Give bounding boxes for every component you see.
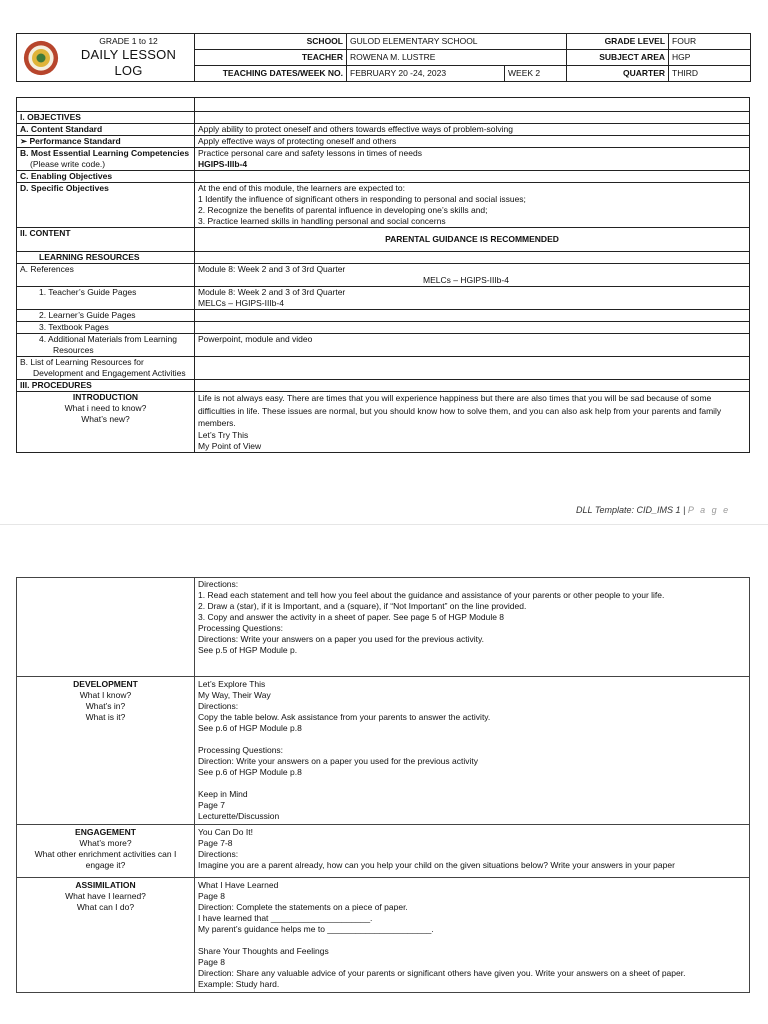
empty-cell	[195, 171, 750, 183]
engagement-label: ENGAGEMENT	[75, 827, 136, 837]
assimilation-line: My parent’s guidance helps me to ______________________.	[198, 924, 434, 934]
development-line	[198, 778, 746, 789]
doc-title-line2: LOG	[114, 63, 143, 78]
school-value: GULOD ELEMENTARY SCHOOL	[347, 34, 567, 50]
melc-label: B. Most Essential Learning Competencies	[20, 148, 190, 158]
empty-cell	[195, 357, 750, 380]
development-line: My Way, Their Way	[198, 690, 271, 700]
development-line: See p.6 of HGP Module p.8	[198, 723, 302, 733]
assimilation-label-cell	[17, 878, 195, 993]
doc-title-line1: DAILY LESSON	[80, 47, 177, 62]
teachers-guide-line: Module 8: Week 2 and 3 of 3rd Quarter	[198, 287, 346, 297]
assimilation-line: I have learned that _____________________.	[198, 913, 373, 923]
list-of-resources-label: B. List of Learning Resources for Development and Engagement Activities	[17, 357, 195, 380]
week-value: WEEK 2	[505, 66, 567, 82]
assimilation-label: ASSIMILATION	[75, 880, 136, 890]
empty-cell	[195, 252, 750, 264]
introduction-paragraph: Life is not always easy. There are times that you will experience happiness but there are also times that you will be sad because of some difficulties in life. These issues are normal, but you should know how to solve them, and you can also ask help from your parents and family members.	[198, 393, 722, 428]
school-seal-icon	[23, 40, 59, 76]
textbook-pages-label: 3. Textbook Pages	[17, 322, 195, 334]
assimilation-question: What have I learned?	[65, 891, 146, 901]
page-2	[0, 524, 768, 1024]
development-question: What I know?	[79, 690, 132, 700]
intro-cont-line: 3. Copy and answer the activity in a sheet of paper. See page 5 of HGP Module 8	[198, 612, 505, 622]
development-line: Processing Questions:	[198, 745, 284, 755]
grade-level-label: GRADE LEVEL	[567, 34, 669, 50]
specific-line: 2. Recognize the benefits of parental influence in developing one’s skills and;	[198, 205, 488, 215]
development-line: Directions:	[198, 701, 239, 711]
references-line: MELCs – HGIPS-IIIb-4	[423, 275, 509, 285]
content-standard-label: A. Content Standard	[17, 124, 195, 136]
melc-code: HGIPS-IIIb-4	[198, 159, 248, 169]
development-cell	[195, 677, 750, 825]
intro-cont-line: Directions:	[198, 579, 239, 589]
specific-objectives-label: D. Specific Objectives	[17, 183, 195, 228]
learning-resources-heading: LEARNING RESOURCES	[17, 252, 195, 264]
teacher-value: ROWENA M. LUSTRE	[347, 50, 567, 66]
assimilation-question: What can I do?	[76, 902, 135, 912]
lesson-table	[16, 97, 750, 453]
intro-cont-line: Directions: Write your answers on a paper you used for the previous activity.	[198, 634, 484, 644]
content-heading: II. CONTENT	[17, 228, 195, 252]
engagement-line: Page 7-8	[198, 838, 233, 848]
intro-cont-line: See p.5 of HGP Module p.	[198, 645, 298, 655]
performance-standard-label: ➢ Performance Standard	[17, 136, 195, 148]
assimilation-line: Page 8	[198, 957, 225, 967]
assimilation-line: What I Have Learned	[198, 880, 279, 890]
introduction-cell	[195, 392, 750, 453]
subject-area-label: SUBJECT AREA	[567, 50, 669, 66]
additional-materials-label: 4. Additional Materials from Learning Resources	[17, 334, 195, 357]
quarter-label: QUARTER	[567, 66, 669, 82]
intro-cont-line: 1. Read each statement and tell how you feel about the guidance and assistance of your parents or other people to your life.	[198, 590, 665, 600]
additional-materials-value: Powerpoint, module and video	[195, 334, 750, 357]
specific-line: 1 Identify the influence of significant others in responding to personal and social issues;	[198, 194, 526, 204]
introduction-line: Let’s Try This	[198, 429, 249, 440]
melc-value-cell	[195, 148, 750, 171]
spacer-cell	[195, 98, 750, 112]
engagement-question: What other enrichment activities can I engage it?	[34, 849, 177, 870]
header-table	[16, 33, 751, 82]
assimilation-line: Direction: Complete the statements on a piece of paper.	[198, 902, 408, 912]
empty-cell	[195, 380, 750, 392]
engagement-line: Imagine you are a parent already, how can you help your child on the given situations below? Write your answers in your paper	[198, 860, 675, 870]
assimilation-cell	[195, 878, 750, 993]
development-line: Lecturette/Discussion	[198, 811, 280, 821]
development-question: What is it?	[85, 712, 126, 722]
school-label: SCHOOL	[195, 34, 347, 50]
references-label: A. References	[17, 264, 195, 287]
content-standard-value: Apply ability to protect oneself and others towards effective ways of problem-solving	[195, 124, 750, 136]
assimilation-line: Direction: Share any valuable advice of your parents or significant others have given you. Write your answers on a sheet of paper.	[198, 968, 686, 978]
engagement-line: Directions:	[198, 849, 239, 859]
introduction-label: INTRODUCTION	[72, 392, 139, 402]
engagement-label-cell	[17, 825, 195, 878]
objectives-heading: I. OBJECTIVES	[17, 112, 195, 124]
quarter-value: THIRD	[669, 66, 751, 82]
specific-line: 3. Practice learned skills in handling personal and social concerns	[198, 216, 446, 226]
references-line: Module 8: Week 2 and 3 of 3rd Quarter	[198, 264, 346, 274]
assimilation-line: Page 8	[198, 891, 225, 901]
introduction-line: My Point of View	[198, 440, 262, 451]
learners-guide-label: 2. Learner’s Guide Pages	[17, 310, 195, 322]
teacher-label: TEACHER	[195, 50, 347, 66]
engagement-line: You Can Do It!	[198, 827, 253, 837]
introduction-question: What’s new?	[81, 414, 130, 424]
development-label-cell	[17, 677, 195, 825]
teachers-guide-line: MELCs – HGIPS-IIIb-4	[198, 298, 284, 308]
performance-standard-value: Apply effective ways of protecting oneself and others	[195, 136, 750, 148]
dates-value: FEBRUARY 20 -24, 2023	[347, 66, 505, 82]
spacer-cell	[17, 98, 195, 112]
specific-line: At the end of this module, the learners are expected to:	[198, 183, 405, 193]
grade-range: GRADE 1 to 12	[99, 36, 158, 46]
content-value: PARENTAL GUIDANCE IS RECOMMENDED	[195, 228, 750, 252]
subject-area-value: HGP	[669, 50, 751, 66]
teachers-guide-label: 1. Teacher’s Guide Pages	[17, 287, 195, 310]
engagement-question: What’s more?	[79, 838, 132, 848]
procedures-table-continued	[16, 577, 750, 993]
empty-cell	[195, 310, 750, 322]
introduction-question: What i need to know?	[64, 403, 147, 413]
development-line: Let’s Explore This	[198, 679, 266, 689]
enabling-objectives-label: C. Enabling Objectives	[17, 171, 195, 183]
development-line: Keep in Mind	[198, 789, 248, 799]
intro-cont-line: 2. Draw a (star), if it is Important, and a (square), if “Not Important” on the line provided.	[198, 601, 527, 611]
development-line: Copy the table below. Ask assistance from your parents to answer the activity.	[198, 712, 491, 722]
grade-level-value: FOUR	[669, 34, 751, 50]
development-line: Page 7	[198, 800, 225, 810]
empty-cell	[17, 578, 195, 677]
empty-cell	[195, 112, 750, 124]
development-line: Direction: Write your answers on a paper you used for the previous activity	[198, 756, 479, 766]
melc-label-cell	[17, 148, 195, 171]
engagement-cell	[195, 825, 750, 878]
procedures-heading: III. PROCEDURES	[17, 380, 195, 392]
development-question: What’s in?	[85, 701, 126, 711]
footer-page-word: P a g e	[687, 505, 731, 515]
empty-cell	[195, 322, 750, 334]
intro-cont-line: Processing Questions:	[198, 623, 284, 633]
header-logo-cell	[17, 34, 195, 82]
development-line	[198, 734, 746, 745]
references-cell	[195, 264, 750, 287]
development-line: See p.6 of HGP Module p.8	[198, 767, 302, 777]
assimilation-line: Share Your Thoughts and Feelings	[198, 946, 329, 956]
development-label: DEVELOPMENT	[73, 679, 138, 689]
dates-label: TEACHING DATES/WEEK NO.	[195, 66, 347, 82]
teachers-guide-cell	[195, 287, 750, 310]
melc-text: Practice personal care and safety lessons in times of needs	[198, 148, 422, 158]
assimilation-line	[198, 935, 746, 946]
introduction-label-cell	[17, 392, 195, 453]
footer-template: DLL Template: CID_IMS 1 |	[576, 505, 686, 515]
intro-continued-cell	[195, 578, 750, 677]
melc-note: (Please write code.)	[30, 159, 106, 169]
assimilation-line: Example: Study hard.	[198, 979, 280, 989]
specific-objectives-cell	[195, 183, 750, 228]
page-footer	[576, 505, 730, 515]
